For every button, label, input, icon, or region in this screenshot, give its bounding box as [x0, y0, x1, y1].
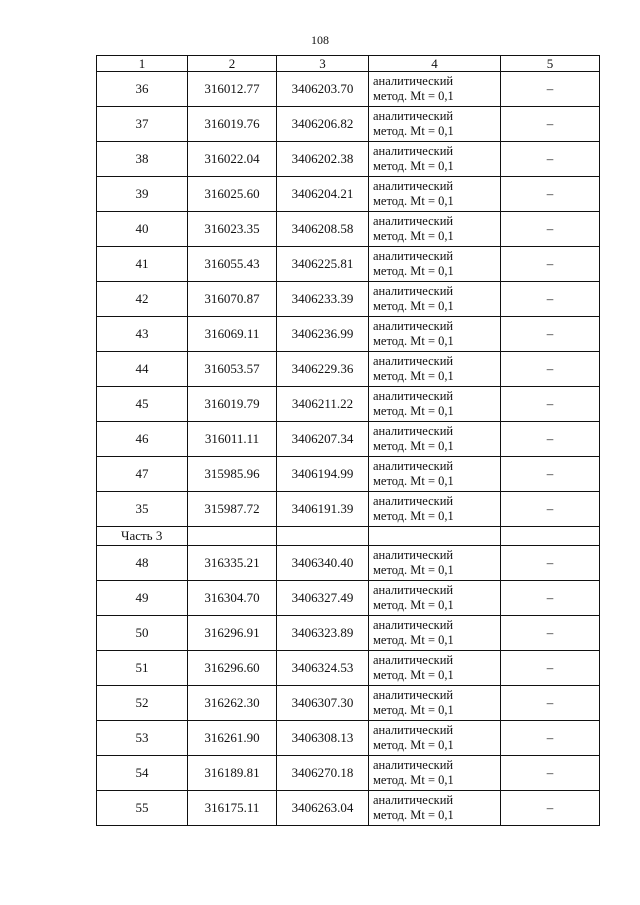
x-coordinate-cell: 316012.77 — [188, 72, 277, 107]
method-cell — [369, 581, 501, 616]
point-number-cell: 43 — [97, 317, 188, 352]
y-coordinate-cell: 3406236.99 — [277, 317, 369, 352]
point-number-cell: 47 — [97, 457, 188, 492]
note-cell: – — [501, 791, 600, 826]
table-row — [97, 791, 600, 826]
x-coordinate-cell: 316011.11 — [188, 422, 277, 457]
method-cell — [369, 721, 501, 756]
note-cell: – — [501, 546, 600, 581]
method-accuracy-line: метод. Mt = 0,1 — [373, 738, 454, 752]
note-cell: – — [501, 721, 600, 756]
method-accuracy-line: метод. Mt = 0,1 — [373, 439, 454, 453]
table-row — [97, 387, 600, 422]
x-coordinate-cell: 316025.60 — [188, 177, 277, 212]
point-number-cell: 35 — [97, 492, 188, 527]
method-cell — [369, 791, 501, 826]
table-row — [97, 616, 600, 651]
coordinates-table — [96, 55, 600, 826]
point-number-cell: 40 — [97, 212, 188, 247]
method-line: аналитический — [373, 618, 454, 632]
method-cell — [369, 177, 501, 212]
y-coordinate-cell: 3406340.40 — [277, 546, 369, 581]
note-cell: – — [501, 72, 600, 107]
point-number-cell: 37 — [97, 107, 188, 142]
column-header: 2 — [188, 56, 277, 72]
y-coordinate-cell: 3406204.21 — [277, 177, 369, 212]
y-coordinate-cell: 3406202.38 — [277, 142, 369, 177]
table-row — [97, 756, 600, 791]
point-number-cell: 41 — [97, 247, 188, 282]
x-coordinate-cell: 316175.11 — [188, 791, 277, 826]
note-cell: – — [501, 282, 600, 317]
y-coordinate-cell: 3406208.58 — [277, 212, 369, 247]
y-coordinate-cell: 3406308.13 — [277, 721, 369, 756]
x-coordinate-cell: 315987.72 — [188, 492, 277, 527]
method-accuracy-line: метод. Mt = 0,1 — [373, 229, 454, 243]
method-line: аналитический — [373, 793, 454, 807]
point-number-cell: 55 — [97, 791, 188, 826]
method-line: аналитический — [373, 74, 454, 88]
method-line: аналитический — [373, 424, 454, 438]
point-number-cell: 48 — [97, 546, 188, 581]
table-row — [97, 107, 600, 142]
table-row — [97, 581, 600, 616]
page-number: 108 — [311, 33, 329, 47]
table-row — [97, 422, 600, 457]
x-coordinate-cell: 316335.21 — [188, 546, 277, 581]
x-coordinate-cell: 316053.57 — [188, 352, 277, 387]
method-line: аналитический — [373, 653, 454, 667]
table-row — [97, 352, 600, 387]
method-accuracy-line: метод. Mt = 0,1 — [373, 474, 454, 488]
table-row — [97, 651, 600, 686]
y-coordinate-cell: 3406194.99 — [277, 457, 369, 492]
point-number-cell: 42 — [97, 282, 188, 317]
method-accuracy-line: метод. Mt = 0,1 — [373, 124, 454, 138]
method-accuracy-line: метод. Mt = 0,1 — [373, 598, 454, 612]
point-number-cell: 50 — [97, 616, 188, 651]
x-coordinate-cell: 316261.90 — [188, 721, 277, 756]
method-line: аналитический — [373, 249, 454, 263]
method-cell — [369, 686, 501, 721]
note-cell: – — [501, 177, 600, 212]
point-number-cell: 54 — [97, 756, 188, 791]
method-cell — [369, 387, 501, 422]
table-row — [97, 212, 600, 247]
method-line: аналитический — [373, 459, 454, 473]
method-accuracy-line: метод. Mt = 0,1 — [373, 159, 454, 173]
x-coordinate-cell: 316069.11 — [188, 317, 277, 352]
method-line: аналитический — [373, 494, 454, 508]
empty-cell — [188, 527, 277, 546]
y-coordinate-cell: 3406233.39 — [277, 282, 369, 317]
y-coordinate-cell: 3406270.18 — [277, 756, 369, 791]
method-line: аналитический — [373, 319, 454, 333]
column-header: 1 — [97, 56, 188, 72]
note-cell: – — [501, 212, 600, 247]
y-coordinate-cell: 3406327.49 — [277, 581, 369, 616]
table-row — [97, 721, 600, 756]
method-accuracy-line: метод. Mt = 0,1 — [373, 299, 454, 313]
method-accuracy-line: метод. Mt = 0,1 — [373, 194, 454, 208]
method-accuracy-line: метод. Mt = 0,1 — [373, 509, 454, 523]
x-coordinate-cell: 316019.76 — [188, 107, 277, 142]
x-coordinate-cell: 316296.91 — [188, 616, 277, 651]
method-cell — [369, 282, 501, 317]
y-coordinate-cell: 3406263.04 — [277, 791, 369, 826]
table-row — [97, 492, 600, 527]
x-coordinate-cell: 316262.30 — [188, 686, 277, 721]
empty-cell — [501, 527, 600, 546]
table-row — [97, 317, 600, 352]
method-cell — [369, 616, 501, 651]
note-cell: – — [501, 581, 600, 616]
note-cell: – — [501, 422, 600, 457]
method-line: аналитический — [373, 758, 454, 772]
table-row — [97, 457, 600, 492]
table-header-row — [97, 56, 600, 72]
method-line: аналитический — [373, 214, 454, 228]
y-coordinate-cell: 3406229.36 — [277, 352, 369, 387]
point-number-cell: 52 — [97, 686, 188, 721]
note-cell: – — [501, 616, 600, 651]
y-coordinate-cell: 3406307.30 — [277, 686, 369, 721]
y-coordinate-cell: 3406206.82 — [277, 107, 369, 142]
note-cell: – — [501, 352, 600, 387]
method-accuracy-line: метод. Mt = 0,1 — [373, 264, 454, 278]
note-cell: – — [501, 651, 600, 686]
note-cell: – — [501, 387, 600, 422]
note-cell: – — [501, 142, 600, 177]
column-header: 5 — [501, 56, 600, 72]
x-coordinate-cell: 316055.43 — [188, 247, 277, 282]
method-accuracy-line: метод. Mt = 0,1 — [373, 773, 454, 787]
method-accuracy-line: метод. Mt = 0,1 — [373, 703, 454, 717]
y-coordinate-cell: 3406203.70 — [277, 72, 369, 107]
method-cell — [369, 212, 501, 247]
method-cell — [369, 247, 501, 282]
x-coordinate-cell: 316023.35 — [188, 212, 277, 247]
method-line: аналитический — [373, 144, 454, 158]
method-line: аналитический — [373, 548, 454, 562]
x-coordinate-cell: 316296.60 — [188, 651, 277, 686]
y-coordinate-cell: 3406323.89 — [277, 616, 369, 651]
method-cell — [369, 756, 501, 791]
point-number-cell: 46 — [97, 422, 188, 457]
table-body — [97, 72, 600, 826]
y-coordinate-cell: 3406191.39 — [277, 492, 369, 527]
point-number-cell: 38 — [97, 142, 188, 177]
method-line: аналитический — [373, 389, 454, 403]
method-line: аналитический — [373, 179, 454, 193]
y-coordinate-cell: 3406225.81 — [277, 247, 369, 282]
point-number-cell: 45 — [97, 387, 188, 422]
note-cell: – — [501, 317, 600, 352]
method-line: аналитический — [373, 354, 454, 368]
note-cell: – — [501, 457, 600, 492]
section-row — [97, 527, 600, 546]
method-cell — [369, 352, 501, 387]
method-accuracy-line: метод. Mt = 0,1 — [373, 404, 454, 418]
x-coordinate-cell: 316019.79 — [188, 387, 277, 422]
table-row — [97, 142, 600, 177]
empty-cell — [277, 527, 369, 546]
y-coordinate-cell: 3406324.53 — [277, 651, 369, 686]
point-number-cell: 39 — [97, 177, 188, 212]
method-line: аналитический — [373, 109, 454, 123]
x-coordinate-cell: 316022.04 — [188, 142, 277, 177]
method-cell — [369, 457, 501, 492]
method-accuracy-line: метод. Mt = 0,1 — [373, 668, 454, 682]
table-row — [97, 686, 600, 721]
point-number-cell: 51 — [97, 651, 188, 686]
method-cell — [369, 546, 501, 581]
method-cell — [369, 492, 501, 527]
x-coordinate-cell: 315985.96 — [188, 457, 277, 492]
method-line: аналитический — [373, 723, 454, 737]
table-row — [97, 72, 600, 107]
y-coordinate-cell: 3406207.34 — [277, 422, 369, 457]
method-accuracy-line: метод. Mt = 0,1 — [373, 334, 454, 348]
note-cell: – — [501, 247, 600, 282]
method-cell — [369, 142, 501, 177]
point-number-cell: 49 — [97, 581, 188, 616]
method-accuracy-line: метод. Mt = 0,1 — [373, 369, 454, 383]
method-cell — [369, 651, 501, 686]
method-accuracy-line: метод. Mt = 0,1 — [373, 808, 454, 822]
column-header: 4 — [369, 56, 501, 72]
method-cell — [369, 107, 501, 142]
x-coordinate-cell: 316070.87 — [188, 282, 277, 317]
method-line: аналитический — [373, 284, 454, 298]
point-number-cell: 44 — [97, 352, 188, 387]
note-cell: – — [501, 492, 600, 527]
empty-cell — [369, 527, 501, 546]
note-cell: – — [501, 686, 600, 721]
note-cell: – — [501, 107, 600, 142]
method-line: аналитический — [373, 583, 454, 597]
table-row — [97, 546, 600, 581]
method-accuracy-line: метод. Mt = 0,1 — [373, 89, 454, 103]
point-number-cell: 53 — [97, 721, 188, 756]
x-coordinate-cell: 316189.81 — [188, 756, 277, 791]
method-accuracy-line: метод. Mt = 0,1 — [373, 563, 454, 577]
column-header: 3 — [277, 56, 369, 72]
method-accuracy-line: метод. Mt = 0,1 — [373, 633, 454, 647]
table-row — [97, 177, 600, 212]
method-line: аналитический — [373, 688, 454, 702]
method-cell — [369, 422, 501, 457]
method-cell — [369, 317, 501, 352]
x-coordinate-cell: 316304.70 — [188, 581, 277, 616]
y-coordinate-cell: 3406211.22 — [277, 387, 369, 422]
note-cell: – — [501, 756, 600, 791]
method-cell — [369, 72, 501, 107]
section-label: Часть 3 — [97, 527, 188, 546]
table-row — [97, 282, 600, 317]
table-row — [97, 247, 600, 282]
point-number-cell: 36 — [97, 72, 188, 107]
